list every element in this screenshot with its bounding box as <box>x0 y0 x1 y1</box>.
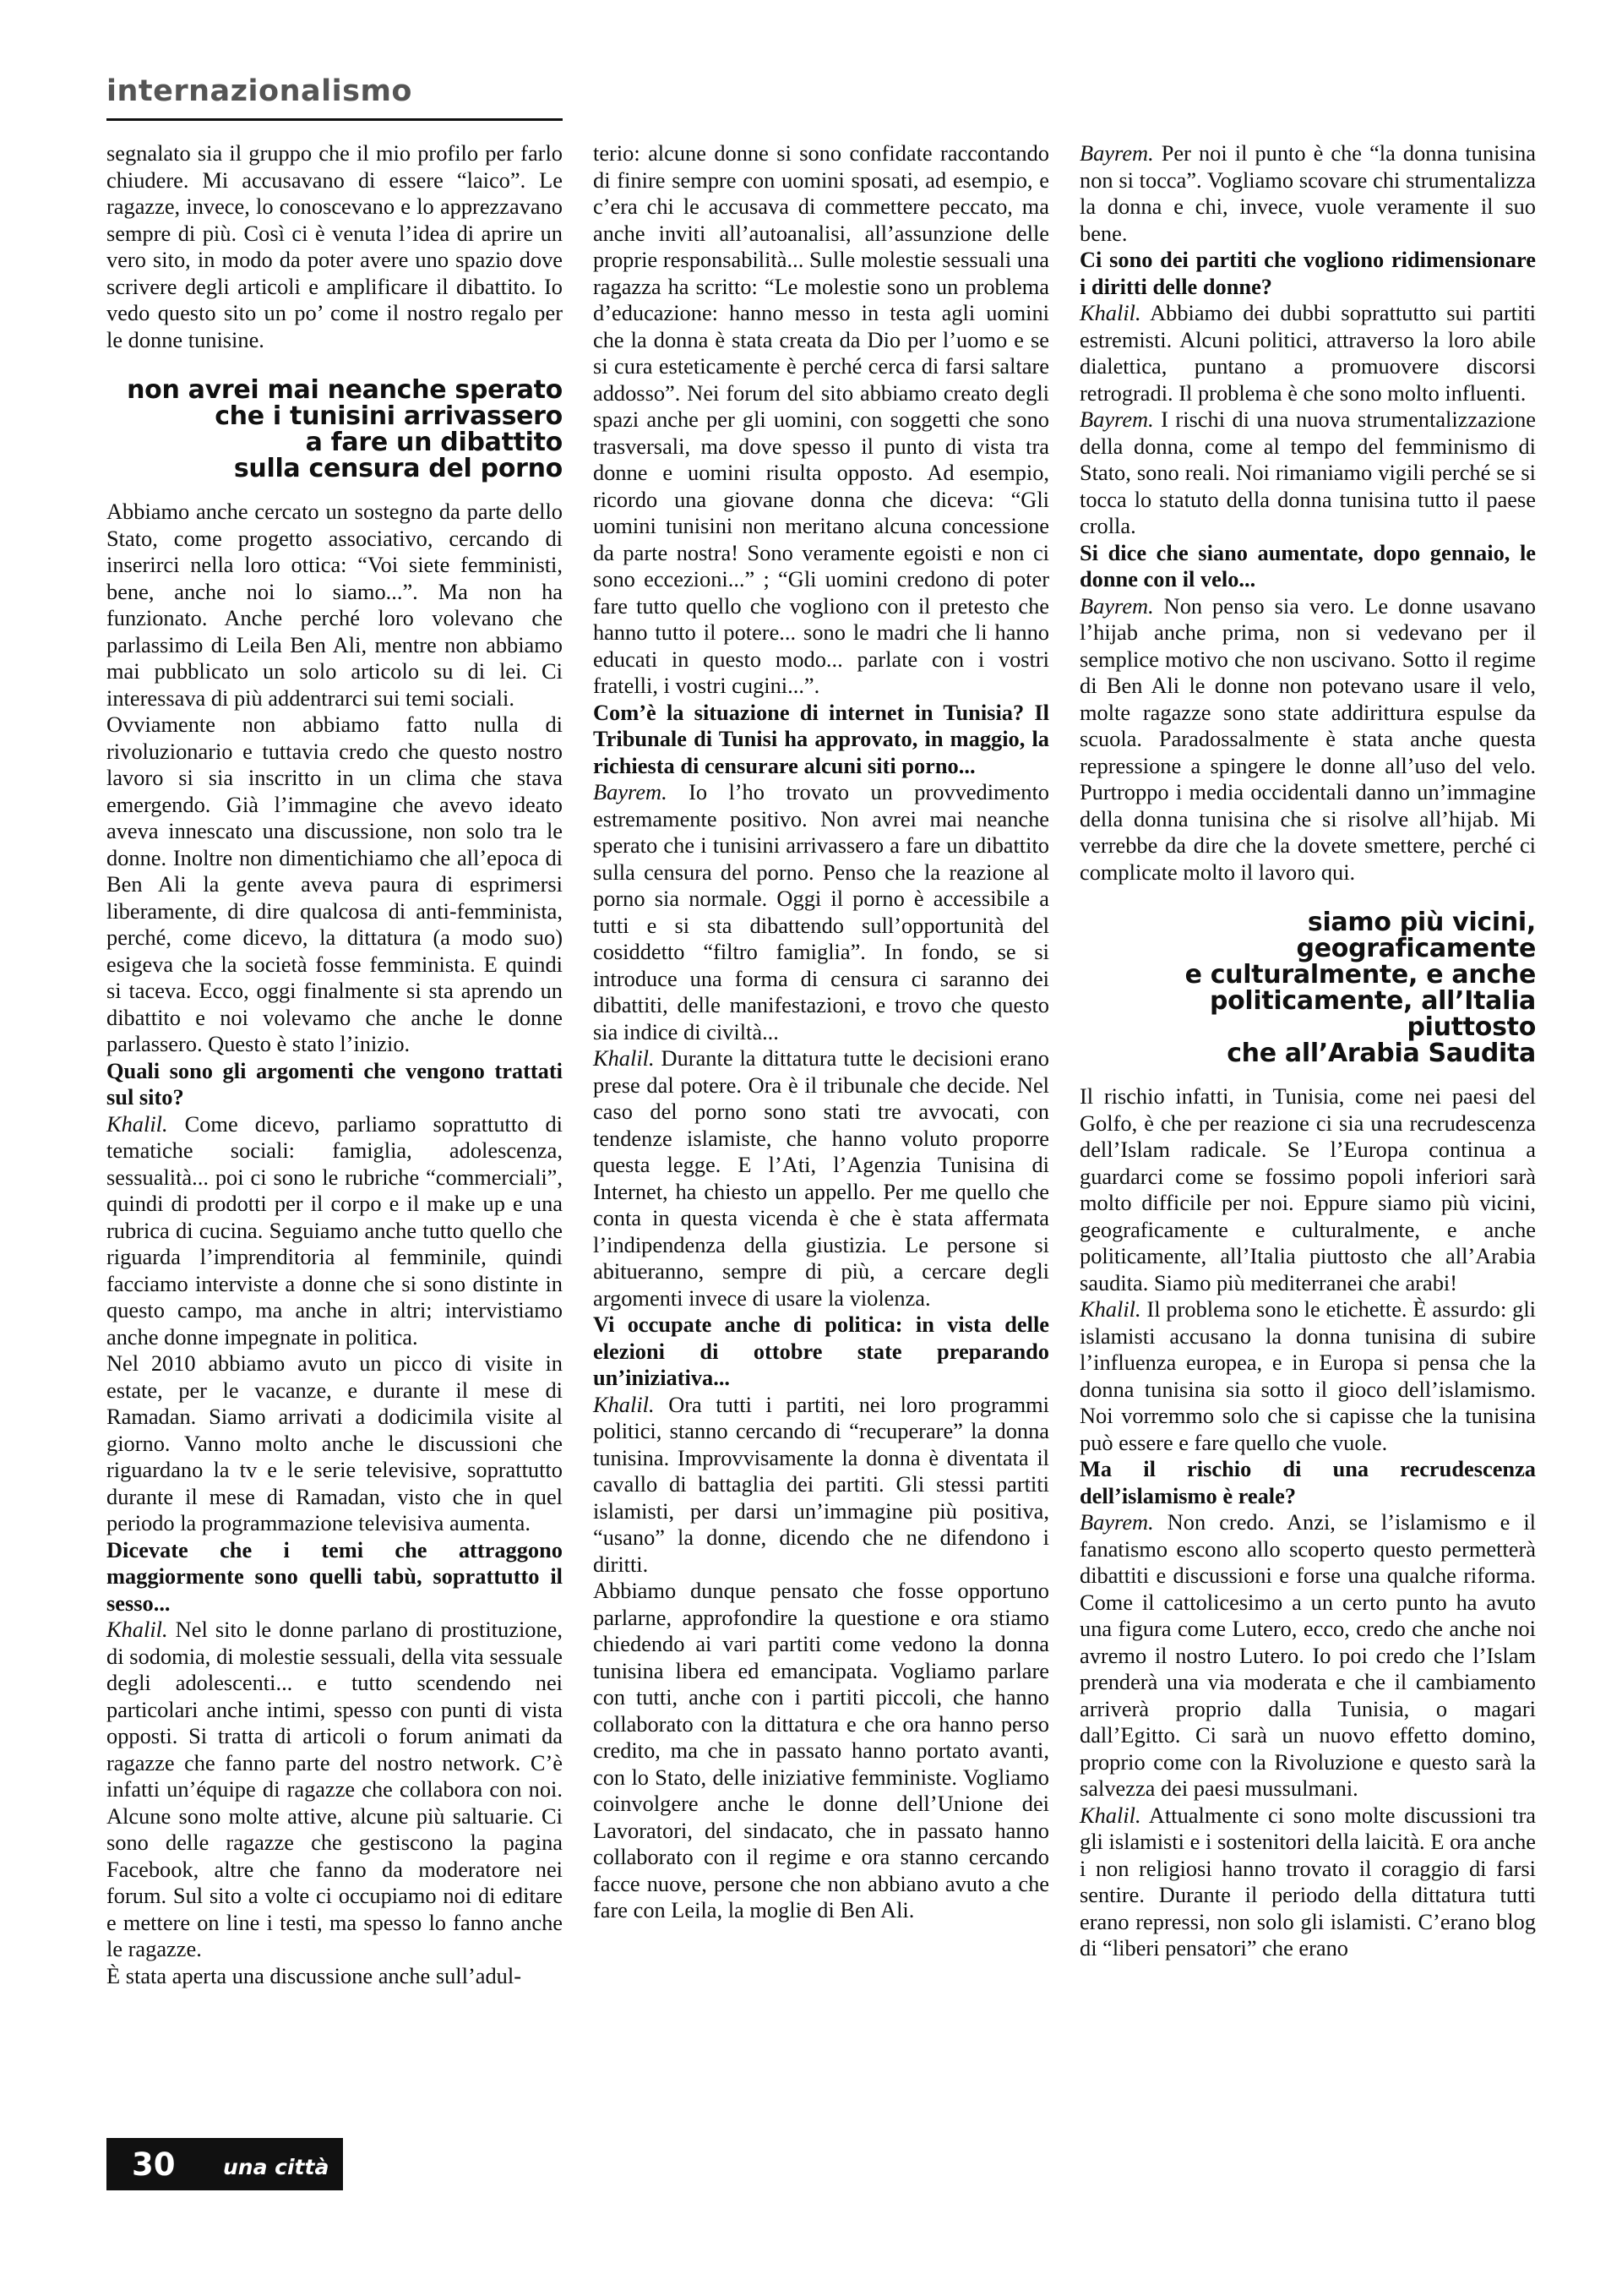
interview-question: Si dice che siano aumentate, dopo gennaio, le donne con il velo... <box>1080 539 1536 592</box>
pull-quote <box>106 377 563 482</box>
answer-text: Abbiamo dei dubbi soprattutto sui partiti estremisti. Alcuni politici, attraverso la loro abile dialettica, puntano a promuovere discorsi retrogradi. Il problema è che sono molto influenti. <box>1080 300 1536 406</box>
interview-answer <box>1080 593 1536 886</box>
paragraph: Abbiamo dunque pensato che fosse opportuno parlarne, approfondire la questione e ora stiamo chiedendo ai vari partiti come vedono la donna tunisina libera ed emancipata. Vogliamo parlare con tutti, anche con i partiti piccoli, che hanno collaborato con la dittatura e che ora hanno perso credito, ma che in passato hanno portato avanti, con lo Stato, delle iniziative femministe. Vogliamo coinvolgere anche le donne dell’Unione dei Lavoratori, del sindacato, che in passato hanno collaborato con il regime e ora stanno cercando facce nuove, persone che non abbiano avuto a che fare con Leila, la moglie di Ben Ali. <box>593 1578 1049 1922</box>
pull-quote-line: che all’Arabia Saudita <box>1227 1039 1536 1068</box>
pull-quote-line: che i tunisini arrivassero <box>215 401 563 431</box>
speaker-name: Bayrem. <box>593 779 667 804</box>
speaker-name: Khalil. <box>106 1110 168 1137</box>
answer-text: Attualmente ci sono molte discussioni tra gli islamisti e i sostenitori della laicità. E ora anche i non religiosi hanno trovato il coraggio di farsi sentire. Durante il periodo della dittatura tutti erano repressi, non solo gli islamisti. C’erano blog di “liberi pensatori” che erano <box>1080 1802 1536 1961</box>
speaker-name: Khalil. <box>1080 1296 1141 1322</box>
page-number: 30 <box>132 2146 176 2183</box>
paragraph: Abbiamo anche cercato un sostegno da parte dello Stato, come progetto associativo, cercando di inserirci nella loro ottica: “Voi siete femministi, bene, anche noi lo siamo...”. Ma non ha funzionato. Anche perché loro volevano che parlassimo di Leila Ben Ali, mentre non abbiamo mai pubblicato un solo articolo su di lei. Ci interessava di più addentrarci sui temi sociali. <box>106 499 563 711</box>
paragraph: Ovviamente non abbiamo fatto nulla di rivoluzionario e tuttavia credo che questo nostro lavoro si sia inscritto in un clima che stava emergendo. Già l’immagine che avevo ideato aveva innescato una discussione, non solo tra le donne. Inoltre non dimentichiamo che all’epoca di Ben Ali la gente aveva paura di esprimersi liberamente, di dire qualcosa di anti-femminista, perché, come dicevo, la dittatura (a modo suo) esigeva che la società fosse femminista. E quindi si taceva. Ecco, oggi finalmente si sta aprendo un dibattito e noi volevamo che anche le donne parlassero. Questo è stato l’inizio. <box>106 712 563 1056</box>
interview-answer <box>593 1392 1049 1579</box>
speaker-name: Bayrem. <box>1080 592 1154 619</box>
paragraph: Il rischio infatti, in Tunisia, come nei paesi del Golfo, è che per reazione ci sia una recrudescenza dell’Islam radicale. Se l’Europa continua a guardarci come se fossimo popoli inferiori sarà molto difficile per noi. Eppure siamo più vicini, geograficamente e culturalmente, e anche politicamente, all’Italia piuttosto che all’Arabia saudita. Siamo più mediterranei che arabi! <box>1080 1083 1536 1295</box>
answer-text: Per noi il punto è che “la donna tunisina non si tocca”. Vogliamo scovare chi strumentalizza la donna e chi, invece, vuole veramente il suo bene. <box>1080 140 1536 246</box>
answer-text: I rischi di una nuova strumentalizzazione della donna, come al tempo del femminismo di Stato, sono reali. Noi rimaniamo vigili perché se si tocca lo statuto della donna tunisina tutto il paese crolla. <box>1080 406 1536 538</box>
paragraph: È stata aperta una discussione anche sull’adul- <box>106 1962 521 1988</box>
answer-text: Il problema sono le etichette. È assurdo: gli islamisti accusano la donna tunisina di subire l’influenza europea, e in Europa si pensa che la donna tunisina sia sotto il gioco dell’islamismo. Noi vorremmo solo che si capisse che la tunisina può essere e fare quello che vuole. <box>1080 1296 1536 1455</box>
speaker-name: Khalil. <box>1080 300 1141 325</box>
answer-text: Nel sito le donne parlano di prostituzione, di sodomia, di molestie sessuali, della vita sessuale degli adolescenti... e tutto scendendo nei particolari anche intimi, spesso con punti di vista opposti. Si tratta di articoli o forum animati da ragazze che fanno parte del nostro network. C’è infatti un’équipe di ragazze che collabora con noi. Alcune sono molte attive, alcune più saltuarie. Ci sono delle ragazze che gestiscono la pagina Facebook, altre che fanno da moderatore nei forum. Sul sito a volte ci occupiamo noi di editare e mettere on line i testi, ma spesso lo fanno anche le ragazze. <box>106 1617 563 1961</box>
answer-text: Durante la dittatura tutte le decisioni erano prese dal potere. Ora è il tribunale che decide. Nel caso del porno sono stati tre avvocati, con tendenze islamiste, che hanno voluto proporre questa legge. E l’Ati, l’Agenzia Tunisina di Internet, ha chiesto un appello. Per me quello che conta in questa vicenda è che è stata affermata l’indipendenza della giustizia. Le persone si abitueranno, sempre di più, a cercare degli argomenti invece di usare la violenza. <box>593 1045 1049 1311</box>
paragraph: segnalato sia il gruppo che il mio profilo per farlo chiudere. Mi accusavano di essere “laico”. Le ragazze, invece, lo conoscevano e lo apprezzavano sempre di più. Così ci è venuta l’idea di aprire un vero sito, in modo da poter avere uno spazio dove scrivere degli articoli e amplificare il dibattito. Io vedo questo sito un po’ come il nostro regalo per le donne tunisine. <box>106 140 563 352</box>
interview-question: Com’è la situazione di internet in Tunisia? Il Tribunale di Tunisi ha approvato, in maggio, la richiesta di censurare alcuni siti porno... <box>593 699 1049 778</box>
magazine-name: una città <box>223 2155 329 2179</box>
speaker-name: Bayrem. <box>1080 1509 1154 1535</box>
answer-text: Io l’ho trovato un provvedimento estremamente positivo. Non avrei mai neanche sperato che i tunisini arrivassero a fare un dibattito sulla censura del porno. Penso che la reazione al porno sia normale. Oggi il porno è accessibile a tutti e si sta dibattendo sull’opportunità del cosiddetto “filtro famiglia”. In fondo, se si introduce una forma di censura ci saranno dei dibattiti, delle manifestazioni, e trovo che questo sia indice di civiltà... <box>593 779 1049 1044</box>
answer-text: Non penso sia vero. Le donne usavano l’hijab anche prima, non si vedevano per il semplice motivo che non uscivano. Sotto il regime di Ben Ali le donne non potevano usare il velo, molte ragazze sono state addirittura espulse da scuola. Paradossalmente è stata anche questa repressione a spingere le donne all’uso del velo. Purtroppo i media occidentali danno un’immagine della donna tunisina che si risolve all’hijab. Mi verrebbe da dire che la dovete smettere, perché ci complicate molto il lavoro qui. <box>1080 592 1536 885</box>
interview-question: Quali sono gli argomenti che vengono trattati sul sito? <box>106 1057 563 1110</box>
interview-answer <box>1080 406 1536 540</box>
interview-answer <box>1080 300 1536 406</box>
interview-question: Ma il rischio di una recrudescenza dell’islamismo è reale? <box>1080 1456 1536 1508</box>
pull-quote <box>1080 909 1536 1066</box>
answer-text: Come dicevo, parliamo soprattutto di tematiche sociali: famiglia, adolescenza, sessualità... poi ci sono le rubriche “commerciali”, quindi di prodotti per il corpo e il make up e una rubrica di cucina. Seguiamo anche tutto quello che riguarda l’imprenditoria al femminile, quindi facciamo interviste a donne che si sono distinte in questo campo, ma anche in altri; intervistiamo anche donne impegnate in politica. <box>106 1110 563 1350</box>
pull-quote-line: e culturalmente, e anche <box>1184 960 1536 990</box>
speaker-name: Bayrem. <box>1080 406 1154 432</box>
interview-answer <box>593 779 1049 1045</box>
interview-answer <box>1080 1509 1536 1802</box>
speaker-name: Khalil. <box>593 1391 655 1417</box>
header-rule <box>106 118 563 121</box>
interview-answer <box>1080 1296 1536 1456</box>
speaker-name: Khalil. <box>1080 1802 1141 1828</box>
interview-answer <box>106 1617 563 1963</box>
pull-quote-line: politicamente, all’Italia piuttosto <box>1209 986 1536 1042</box>
pull-quote-line: non avrei mai neanche sperato <box>127 375 563 405</box>
answer-text: Non credo. Anzi, se l’islamismo e il fanatismo escono allo scoperto questo permetterà dibattiti e discussioni e forse una qualche riforma. Come il cattolicesimo a un certo punto ha avuto una figura come Lutero, ecco, credo che anche noi avremo il nostro Lutero. Io poi credo che l’Islam prenderà una via moderata e che il cambiamento arriverà proprio dalla Tunisia, o magari dall’Egitto. Ci sarà un nuovo effetto domino, proprio come con la Rivoluzione e questo sarà la salvezza dei paesi mussulmani. <box>1080 1509 1536 1801</box>
answer-text: Ora tutti i partiti, nei loro programmi politici, stanno cercando di “recuperare” la donna tunisina. Improvvisamente la donna è diventata il cavallo di battaglia dei partiti. Gli stessi partiti islamisti, per darsi un’immagine più positiva, “usano” la donne, dicendo che ne difendono i diritti. <box>593 1391 1049 1577</box>
paragraph: Nel 2010 abbiamo avuto un picco di visite in estate, per le vacanze, e durante il mese di Ramadan. Siamo arrivati a dodicimila visite al giorno. Vanno molto anche le discussioni che riguardano la tv e le serie televisive, soprattutto durante il mese di Ramadan, visto che in quel periodo la programmazione televisiva aumenta. <box>106 1350 563 1535</box>
interview-answer <box>106 1111 563 1351</box>
speaker-name: Khalil. <box>593 1045 655 1071</box>
page-footer <box>106 2138 343 2190</box>
interview-question: Vi occupate anche di politica: in vista delle elezioni di ottobre state preparando un’iniziativa... <box>593 1312 1049 1390</box>
column-2 <box>593 140 1049 1924</box>
column-3 <box>1080 140 1536 1962</box>
interview-question: Dicevate che i temi che attraggono maggiormente sono quelli tabù, soprattutto il sesso... <box>106 1536 563 1616</box>
interview-answer <box>1080 1802 1536 1962</box>
pull-quote-line: sulla censura del porno <box>233 454 563 483</box>
speaker-name: Bayrem. <box>1080 140 1154 166</box>
interview-answer <box>593 1045 1049 1312</box>
interview-question: Ci sono dei partiti che vogliono ridimensionare i diritti delle donne? <box>1080 247 1536 299</box>
speaker-name: Khalil. <box>106 1617 168 1642</box>
column-1 <box>106 140 563 1989</box>
paragraph: terio: alcune donne si sono confidate raccontando di finire sempre con uomini sposati, ad esempio, e c’era chi le accusava di commettere peccato, ma anche inviti all’autoanalisi, all’assunzione delle proprie responsabilità... Sulle molestie sessuali una ragazza ha scritto: “Le molestie sono un problema d’educazione: hanno messo in testa agli uomini che la donna è stata creata da Dio per l’uomo e se si cura esteticamente è perché cerca di farsi saltare addosso”. Nei forum del sito abbiamo creato degli spazi anche per gli uomini, con soggetti che sono trasversali, ma dove spesso il punto di vista tra donne e uomini risulta opposto. Ad esempio, ricordo una giovane donna che diceva: “Gli uomini tunisini non meritano alcuna concessione da parte nostra! Sono veramente egoisti e non ci sono eccezioni...” ; “Gli uomini credono di poter fare tutto quello che vogliono con il pretesto che hanno tutto il potere... sono le madri che li hanno educati in questo modo... parlate con i vostri fratelli, i vostri cugini...”. <box>593 140 1049 698</box>
pull-quote-line: siamo più vicini, geograficamente <box>1296 908 1536 963</box>
interview-answer <box>1080 140 1536 247</box>
pull-quote-line: a fare un dibattito <box>305 428 563 457</box>
section-header: internazionalismo <box>106 74 412 108</box>
